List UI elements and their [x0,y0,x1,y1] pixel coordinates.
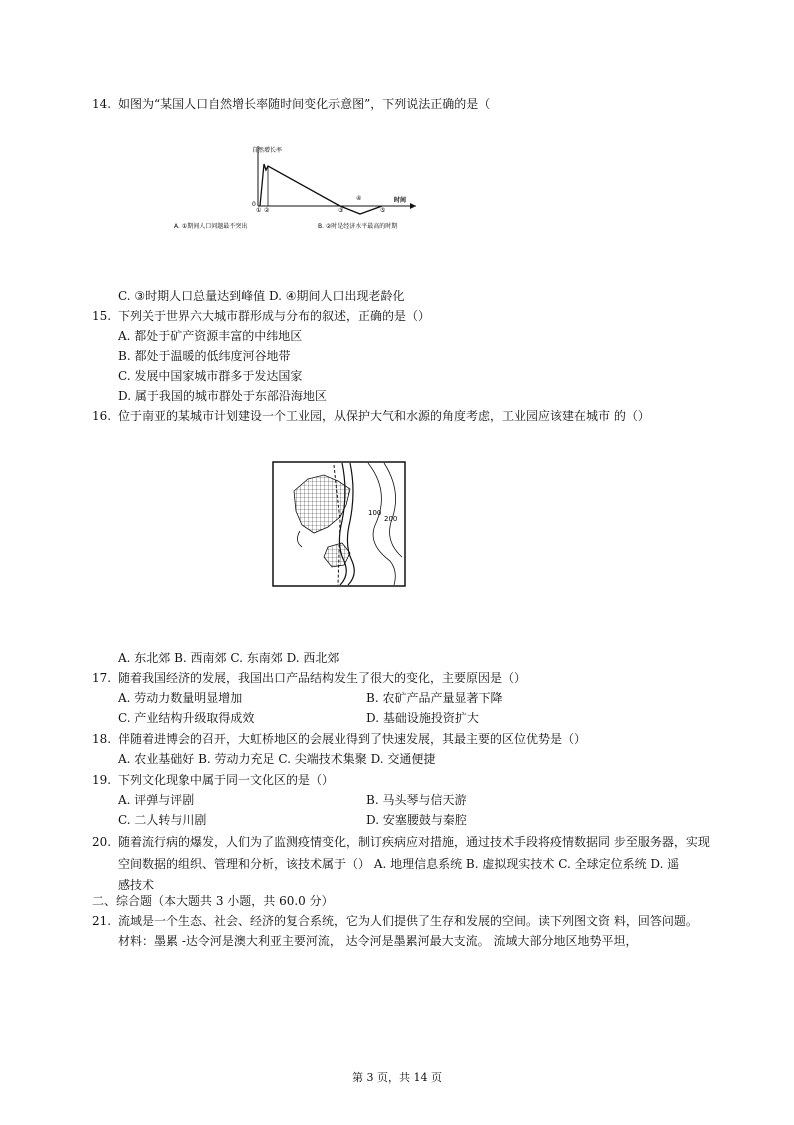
q14-options-cd: C. ③时期人口总量达到峰值 D. ④期间人口出现老龄化 [118,289,405,303]
q19-option-d: D. 安塞腰鼓与秦腔 [366,813,467,827]
q18-stem [92,731,587,747]
q19-stem [92,772,335,788]
q21-line-2: 材料：墨累 -达令河是澳大利亚主要河流， 达令河是墨累河最大支流。 流域大部分地区地势平坦， [118,934,638,948]
page-footer: 第 3 页，共 14 页 [352,1071,442,1084]
q14-chart-point-3: ③ [338,207,344,214]
q18-number: 18. [92,732,112,746]
q20-line-1: 随着流行病的爆发，人们为了监测疫情变化，制订疾病应对措施，通过技术手段将疫情数据同 步至服务器，实现 [118,835,710,849]
q16-city-map [272,461,406,587]
q20-number: 20. [92,835,112,849]
q18-text: 伴随着进博会的召开，大虹桥地区的会展业得到了快速发展，其最主要的区位优势是（） [118,732,587,746]
q16-map-contour-100: 100 [368,509,382,517]
q14-chart-point-4: ④ [356,195,362,202]
q14-chart-ylabel: 自然增长率 [252,147,283,154]
q19-option-c: C. 二人转与川剧 [118,813,207,827]
q15-text: 下列关于世界六大城市群形成与分布的叙述，正确的是（） [118,309,431,323]
q19-option-b: B. 马头琴与信天游 [366,793,467,807]
q16-map-contour-200: 200 [384,515,398,523]
q14-stem [92,96,491,112]
q19-text: 下列文化现象中属于同一文化区的是（） [118,773,335,787]
q17-option-d: D. 基础设施投资扩大 [366,711,479,725]
q17-option-a: A. 劳动力数量明显增加 [118,691,243,705]
q15-option-c: C. 发展中国家城市群多于发达国家 [118,369,303,383]
q20-stem [92,834,710,850]
q14-number: 14. [92,97,112,111]
q16-number: 16. [92,409,112,423]
q21-number: 21. [92,914,112,928]
q20-line-3: 感技术 [118,878,155,892]
q14-chart-opt-a: A. ①期间人口问题最不突出 [174,223,248,230]
q15-option-a: A. 都处于矿产资源丰富的中纬地区 [118,329,303,343]
q20-line-2: 空间数据的组织、管理和分析，该技术属于（） A. 地理信息系统 B. 虚拟现实技术 C. 全球定位系统 D. 遥 [118,857,680,871]
q17-text: 随着我国经济的发展，我国出口产品结构发生了很大的变化，主要原因是（） [118,671,527,685]
q19-number: 19. [92,773,112,787]
q15-stem [92,308,431,324]
q19-option-a: A. 评弹与评剧 [118,793,195,807]
q14-text: 如图为“某国人口自然增长率随时间变化示意图”，下列说法正确的是（ [118,97,491,111]
q17-stem [92,670,527,686]
q16-stem [92,408,650,424]
section-heading: 二、综合题（本大题共 3 小题，共 60.0 分） [92,894,334,908]
q17-number: 17. [92,671,112,685]
q17-option-c: C. 产业结构升级取得成效 [118,711,255,725]
q14-chart-opt-b: B. ②时是经济水平最高的时期 [318,223,398,230]
q15-option-b: B. 都处于温暖的低纬度河谷地带 [118,349,291,363]
q15-number: 15. [92,309,112,323]
q21-stem [92,913,698,929]
q15-option-d: D. 属于我国的城市群处于东部沿海地区 [118,389,327,403]
q14-chart-xlabel: 时间 [394,197,407,204]
q18-options: A. 农业基础好 B. 劳动力充足 C. 尖端技术集聚 D. 交通便捷 [118,752,436,766]
q14-chart-point-2: ② [264,207,270,214]
q14-chart-point-1: ① [256,207,262,214]
q14-population-chart [174,144,420,234]
q17-option-b: B. 农矿产品产量显著下降 [366,691,503,705]
q16-text: 位于南亚的某城市计划建设一个工业园，从保护大气和水源的角度考虑，工业园应该建在城市 的（） [118,409,650,423]
q14-chart-zero: 0 [252,201,256,208]
q16-options: A. 东北郊 B. 西南郊 C. 东南郊 D. 西北郊 [118,651,340,665]
q21-line-1: 流域是一个生态、社会、经济的复合系统，它为人们提供了生存和发展的空间。读下列图文资 料，回答问题。 [118,914,698,928]
q14-chart-point-5: ⑤ [380,207,386,214]
